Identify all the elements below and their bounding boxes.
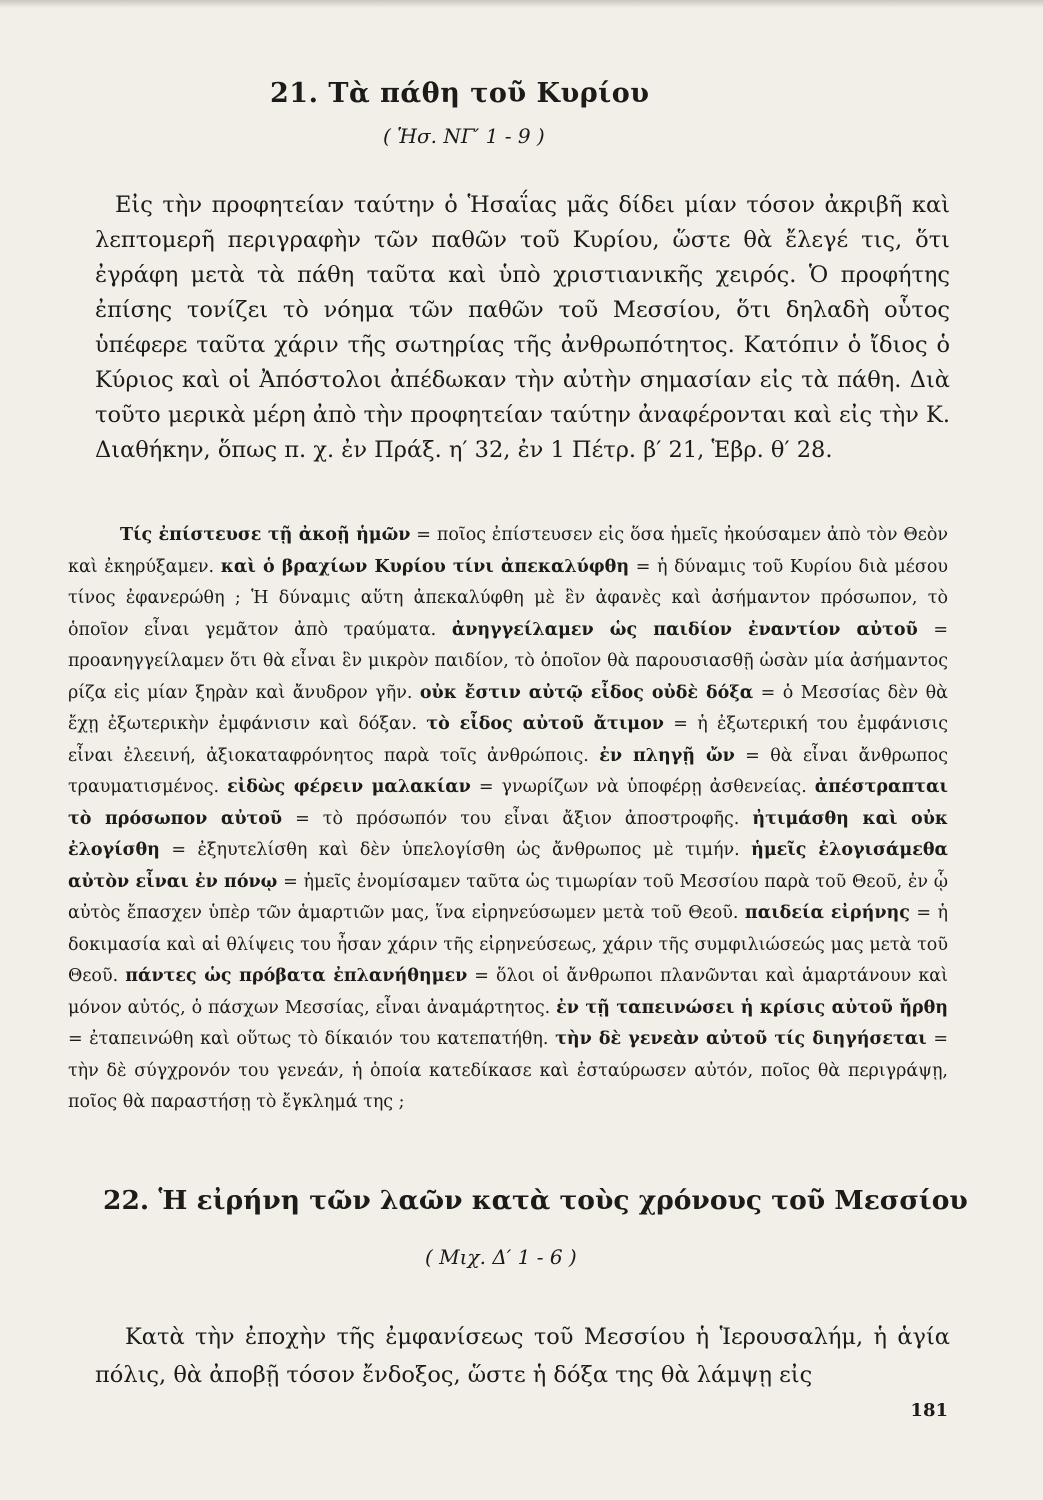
comment-term: ἐν πληγῇ ὤν: [599, 745, 735, 766]
comment-gloss: = ἡ δοκιμασία καὶ αἱ θλίψεις του ἦσαν χάριν τῆς εἰρηνεύσεως, χάριν τῆς συμφιλιώσεώς μας μετὰ τοῦ Θεοῦ.: [68, 903, 948, 986]
comment-term: ἐν τῇ ταπεινώσει ἡ κρίσις αὐτοῦ ἤρθη: [556, 997, 949, 1018]
comment-gloss: = ὁ Μεσσίας δὲν θὰ ἔχῃ ἐξωτερικὴν ἐμφάνισιν καὶ δόξαν.: [68, 682, 948, 734]
comment-term: παιδεία εἰρήνης: [744, 903, 910, 923]
comment-gloss: = προανηγγείλαμεν ὅτι θὰ εἶναι ἓν μικρὸν παιδίον, τὸ ὁποῖον θὰ παρουσιασθῇ ὡσὰν μία ἀσήμαντος ρίζα εἰς μίαν ξηρὰν καὶ ἄνυδρον γῆν.: [68, 619, 948, 703]
comment-term: εἰδὼς φέρειν μαλακίαν: [227, 777, 471, 797]
scan-edge-shadow: [0, 0, 1043, 8]
comment-gloss: = ἡ δύναμις τοῦ Κυρίου διὰ μέσου τίνος ἐφανερώθη ; Ἡ δύναμις αὕτη ἀπεκαλύφθη μὲ ἓν ἀφανὲς καὶ ἀσήμαντον πρόσωπον, τὸ ὁποῖον εἶναι γεμᾶτον ἀπὸ τραύματα.: [68, 556, 948, 640]
section-21-intro: [95, 188, 950, 468]
comment-gloss: = θὰ εἶναι ἄνθρωπος τραυματισμένος.: [68, 745, 949, 797]
comment-gloss: = ὅλοι οἱ ἄνθρωποι πλανῶνται καὶ ἁμαρτάνουν καὶ μόνον αὐτός, ὁ πάσχων Μεσσίας, εἶναι ἀναμάρτητος.: [68, 966, 948, 1018]
comment-term: οὐκ ἔστιν αὐτῷ εἶδος οὐδὲ δόξα: [419, 682, 754, 703]
section-22-title: 22. Ἡ εἰρήνη τῶν λαῶν κατὰ τοὺς χρόνους τοῦ Μεσσίου: [103, 1185, 968, 1216]
comment-term: τὸ εἶδος αὐτοῦ ἄτιμον: [426, 714, 664, 734]
comment-gloss: = ποῖος ἐπίστευσεν εἰς ὅσα ἡμεῖς ἠκούσαμεν ἀπὸ τὸν Θεὸν καὶ ἐκηρύξαμεν.: [68, 525, 948, 577]
comment-gloss: = ἡ ἐξωτερική του ἐμφάνισις εἶναι ἐλεεινή, ἀξιοκαταφρόνητος παρὰ τοῖς ἀνθρώποις.: [68, 714, 948, 766]
comment-gloss: = ἐξηυτελίσθη καὶ δὲν ὑπελογίσθη ὡς ἄνθρωπος μὲ τιμήν.: [159, 840, 752, 860]
comment-gloss: = τὴν δὲ σύγχρονόν του γενεάν, ἡ ὁποία κατεδίκασε καὶ ἐσταύρωσεν αὐτόν, ποῖος θὰ περιγράψῃ, ποῖος θὰ παραστήσῃ τὸ ἔγκλημά της ;: [68, 1029, 948, 1112]
section-21-title: 21. Τὰ πάθη τοῦ Κυρίου: [270, 78, 650, 109]
comment-term: ἀπέστραπται τὸ πρόσωπον αὐτοῦ: [68, 777, 948, 829]
section-22-paragraph: Κατὰ τὴν ἐποχὴν τῆς ἐμφανίσεως τοῦ Μεσσίου ἡ Ἱερουσαλήμ, ἡ ἁγία πόλις, θὰ ἀποβῇ τόσον ἔνδοξος, ὥστε ἡ δόξα της θὰ λάμψῃ εἰς: [95, 1324, 950, 1388]
comment-term: καὶ ὁ βραχίων Κυρίου τίνι ἀπεκαλύφθη: [220, 556, 630, 577]
comment-term: ἠτιμάσθη καὶ οὐκ ἐλογίσθη: [68, 808, 948, 860]
comment-term: ἡμεῖς ἐλογισάμεθα αὐτὸν εἶναι ἐν πόνῳ: [68, 840, 948, 892]
section-22-reference: ( Μιχ. Δ′ 1 - 6 ): [425, 1245, 577, 1269]
comment-term: ἀνηγγείλαμεν ὡς παιδίον ἐναντίον αὐτοῦ: [451, 619, 918, 640]
intro-paragraph: Εἰς τὴν προφητείαν ταύτην ὁ Ἡσαΐας μᾶς δίδει μίαν τόσον ἀκριβῆ καὶ λεπτομερῆ περιγραφὴν τῶν παθῶν τοῦ Κυρίου, ὥστε θὰ ἔλεγέ τις, ὅτι ἐγράφη μετὰ τὰ πάθη ταῦτα καὶ ὑπὸ χριστιανικῆς χειρός. Ὁ προφήτης ἐπίσης τονίζει τὸ νόημα τῶν παθῶν τοῦ Μεσσίου, ὅτι δηλαδὴ οὗτος ὑπέφερε ταῦτα χάριν τῆς σωτηρίας τῆς ἀνθρωπότητος. Κατόπιν ὁ ἴδιος ὁ Κύριος καὶ οἱ Ἀπόστολοι ἀπέδωκαν τὴν αὐτὴν σημασίαν εἰς τὰ πάθη. Διὰ τοῦτο μερικὰ μέρη ἀπὸ τὴν προφητείαν ταύτην ἀναφέρονται καὶ εἰς τὴν Κ. Διαθήκην, ὅπως π. χ. ἐν Πράξ. η′ 32, ἐν 1 Πέτρ. β′ 21, Ἑβρ. θ′ 28.: [95, 192, 950, 463]
section-22-text: [95, 1318, 950, 1394]
comment-term: τὴν δὲ γενεὰν αὐτοῦ τίς διηγήσεται: [555, 1029, 927, 1049]
comment-term: πάντες ὡς πρόβατα ἐπλανήθημεν: [125, 966, 468, 986]
comment-gloss: = τὸ πρόσωπόν του εἶναι ἄξιον ἀποστροφῆς.: [282, 808, 753, 829]
page-number: 181: [910, 1400, 948, 1421]
comment-gloss: = γνωρίζων νὰ ὑποφέρῃ ἀσθενείας.: [470, 777, 815, 797]
comment-term: Τίς ἐπίστευσε τῇ ἀκοῇ ἡμῶν: [120, 525, 411, 545]
commentary-paragraph: [68, 520, 948, 1119]
section-21-commentary: [68, 520, 948, 1119]
section-21-reference: ( Ἡσ. ΝΓ′ 1 - 9 ): [383, 124, 545, 148]
comment-gloss: = ἡμεῖς ἐνομίσαμεν ταῦτα ὡς τιμωρίαν τοῦ Μεσσίου παρὰ τοῦ Θεοῦ, ἐν ᾧ αὐτὸς ἔπασχεν ὑπὲρ τῶν ἁμαρτιῶν μας, ἵνα εἰρηνεύσωμεν μετὰ τοῦ Θεοῦ.: [68, 871, 948, 923]
comment-gloss: = ἐταπεινώθη καὶ οὕτως τὸ δίκαιόν του κατεπατήθη.: [68, 1029, 556, 1049]
